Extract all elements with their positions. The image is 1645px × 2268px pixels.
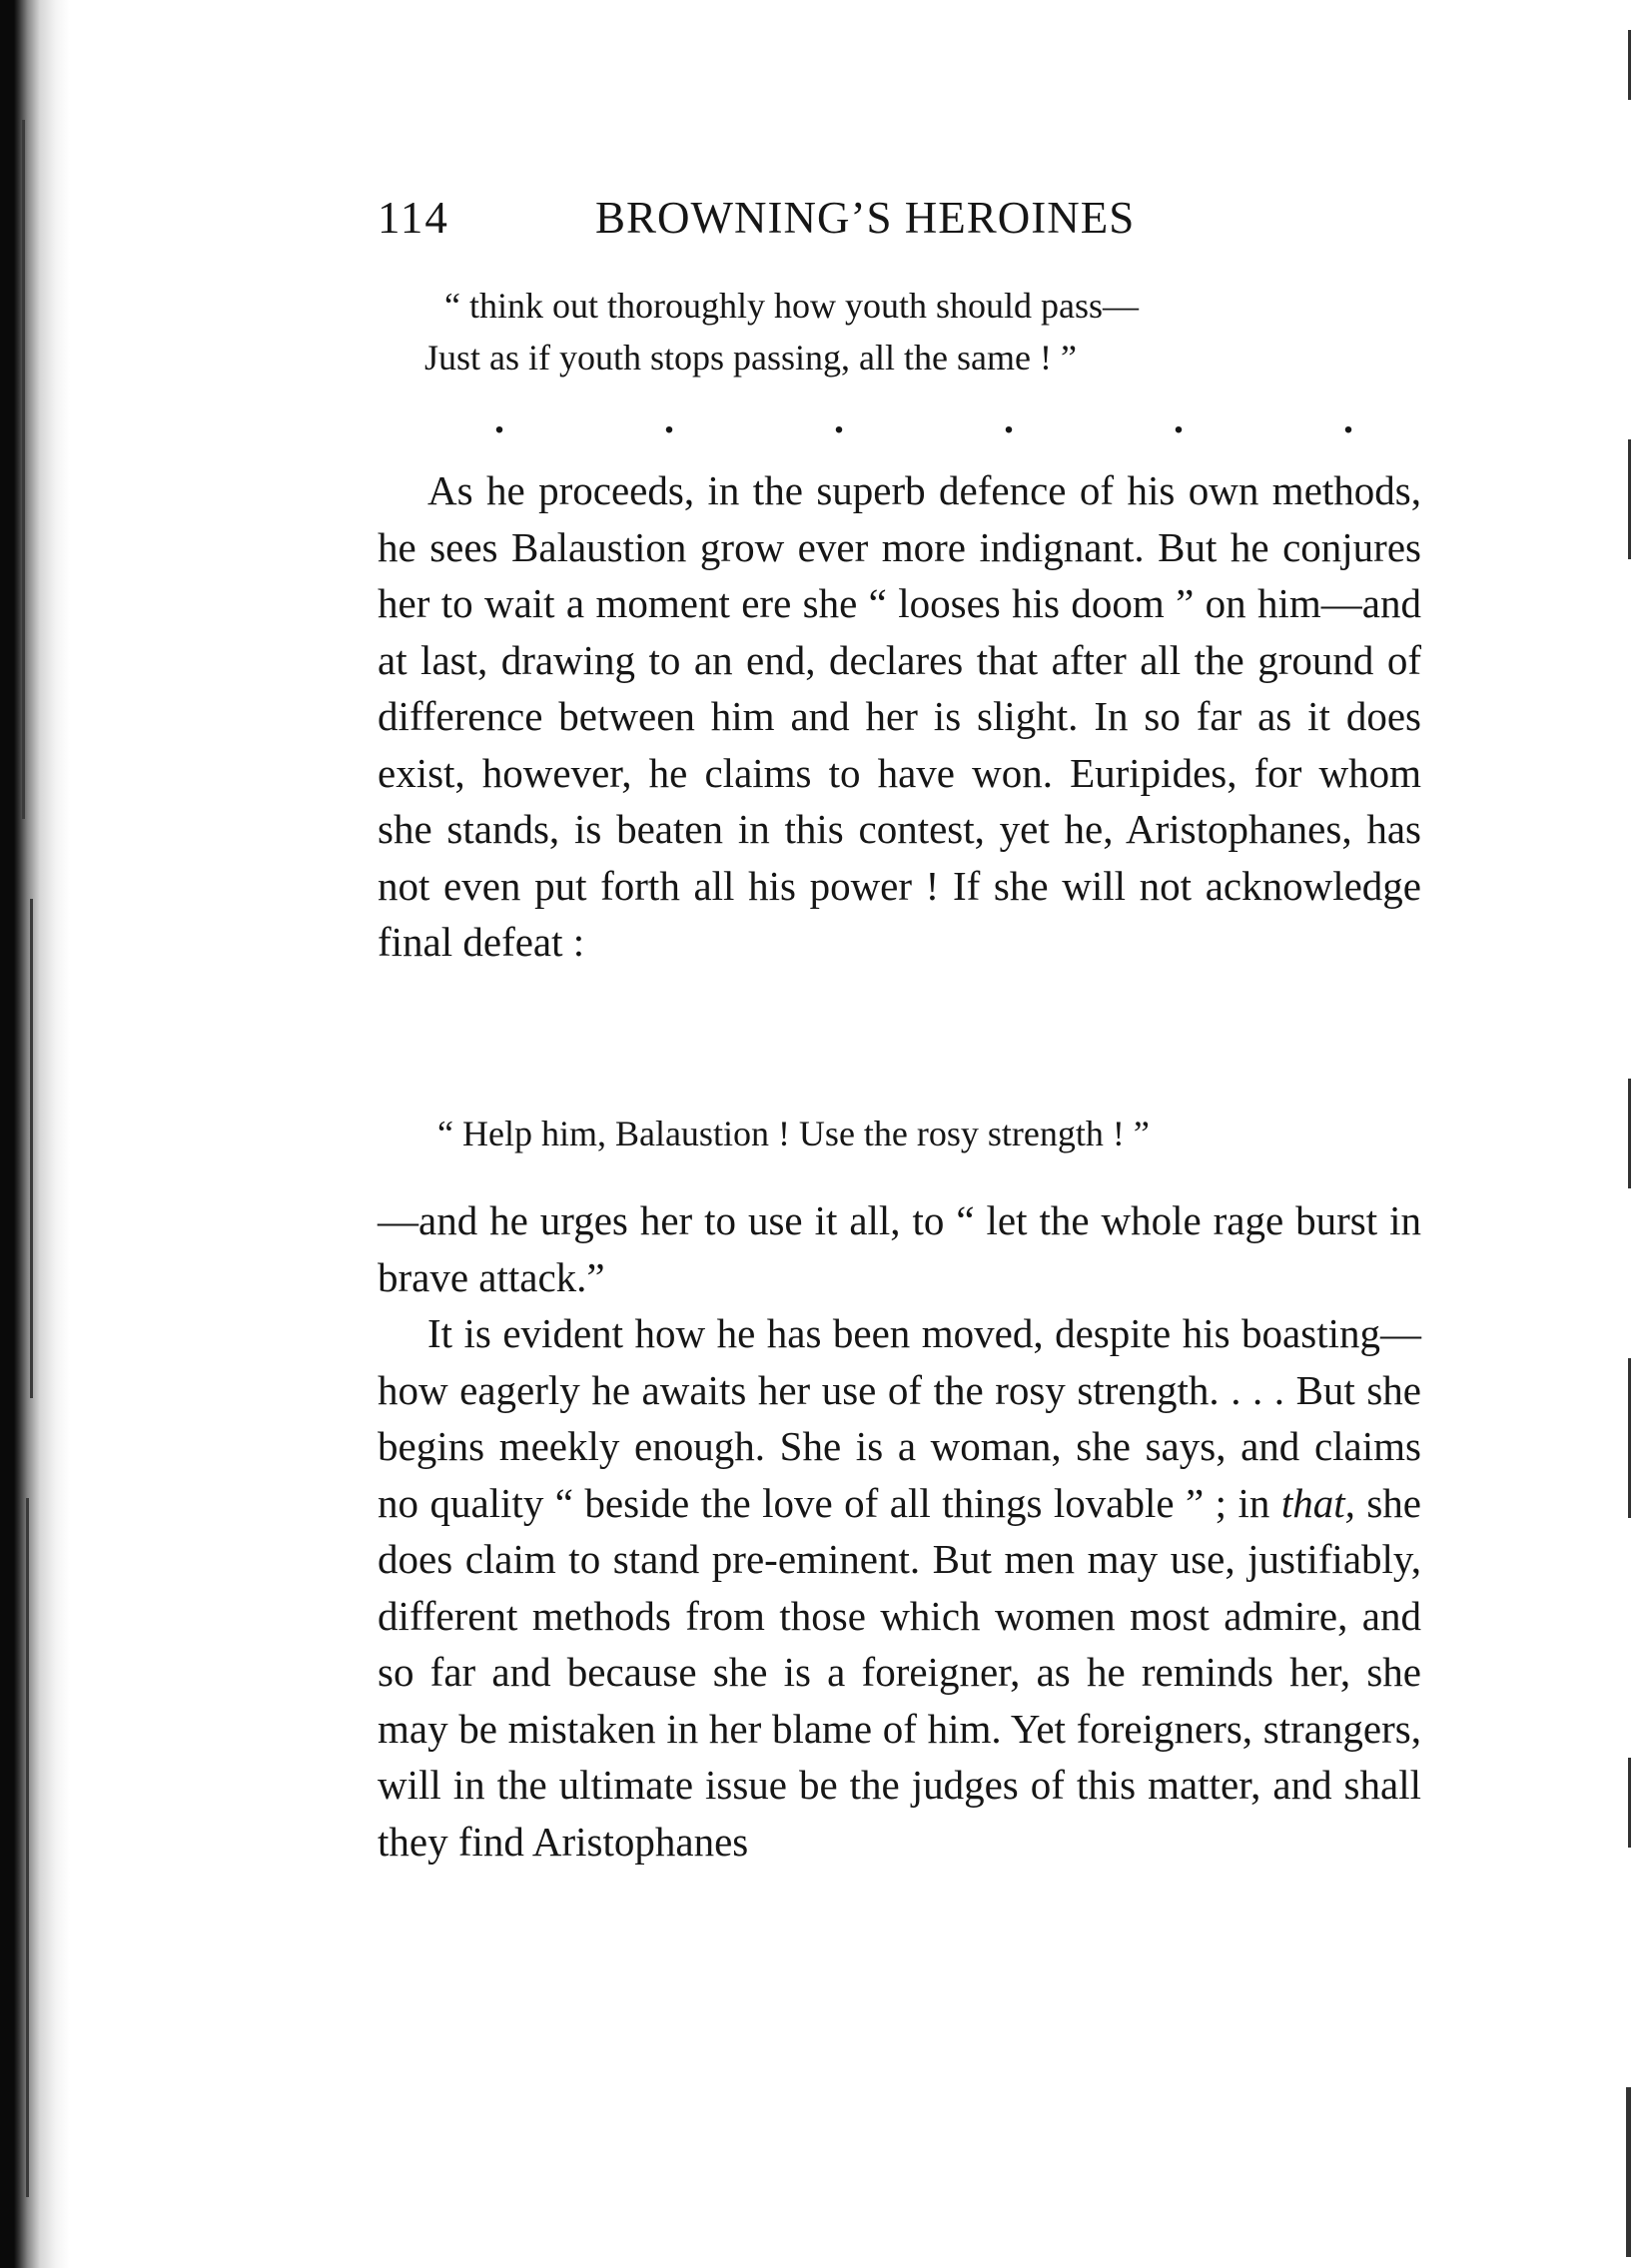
ellipsis-dot: . <box>1174 396 1184 441</box>
binding-streak <box>30 899 33 1398</box>
prose-block-2 <box>378 1192 1421 1870</box>
emphasized-word: that, <box>1280 1479 1355 1526</box>
running-title: BROWNING’S HEROINES <box>595 193 1136 243</box>
ellipsis-dots <box>494 395 1353 442</box>
ellipsis-dot: . <box>1343 396 1353 441</box>
binding-streak <box>22 120 25 819</box>
scan-edge-mark <box>1628 1758 1631 1848</box>
scan-edge-mark <box>1626 2087 1631 2257</box>
page-number: 114 <box>378 193 449 243</box>
scan-edge-mark <box>1628 439 1631 559</box>
paragraph-1: As he proceeds, in the superb defence of his own methods, he sees Balaustion grow ever more indignant. But he conjures her to wait a moment ere she “ looses his doom ” on him—and at last, drawing to an end, declares that after all the ground of difference between him and her is slight. In so far as it does exist, however, he claims to have won. Euripides, for whom she stands, is beaten in this contest, yet he, Aristophanes, has not even put forth all his power ! If she will not acknowledge final defeat : <box>378 467 1421 965</box>
opening-verse-quote <box>424 280 1393 383</box>
verse-line-1: “ think out thoroughly how youth should pass— <box>444 286 1139 326</box>
binding-streak <box>26 1498 29 2197</box>
scanned-binding-edge <box>0 0 70 2268</box>
block-quote: “ Help him, Balaustion ! Use the rosy strength ! ” <box>437 1114 1150 1153</box>
paragraph-3 <box>378 1305 1421 1870</box>
scan-edge-mark <box>1628 1358 1631 1518</box>
scan-edge-mark <box>1628 30 1631 100</box>
ellipsis-dot: . <box>1004 396 1014 441</box>
paragraph-3-text-2: she does claim to stand pre-eminent. But men may use, justifiably, different methods from those which women most admire, and so far and because she is a foreigner, as he reminds her, she may be mistaken in her blame of him. Yet foreigners, strangers, will in the ultimate issue be the judges of this matter, and shall they find Aristophanes <box>378 1479 1421 1865</box>
running-head <box>378 192 1227 252</box>
ellipsis-dot: . <box>834 396 844 441</box>
paragraph-2: —and he urges her to use it all, to “ let the whole rage burst in brave attack.” <box>378 1197 1421 1300</box>
ellipsis-dot: . <box>664 396 674 441</box>
prose-block-1 <box>378 462 1421 971</box>
paragraph-3-text-1: It is evident how he has been moved, despite his boasting—how eagerly he awaits her use of the rosy strength. . . . But she begins meekly enough. She is a woman, she says, and claims no quality “ beside the love of all things lovable ” ; in <box>378 1310 1421 1526</box>
verse-line-2: Just as if youth stops passing, all the same ! ” <box>424 338 1077 378</box>
scan-edge-mark <box>1628 1079 1631 1188</box>
ellipsis-dot: . <box>494 396 504 441</box>
